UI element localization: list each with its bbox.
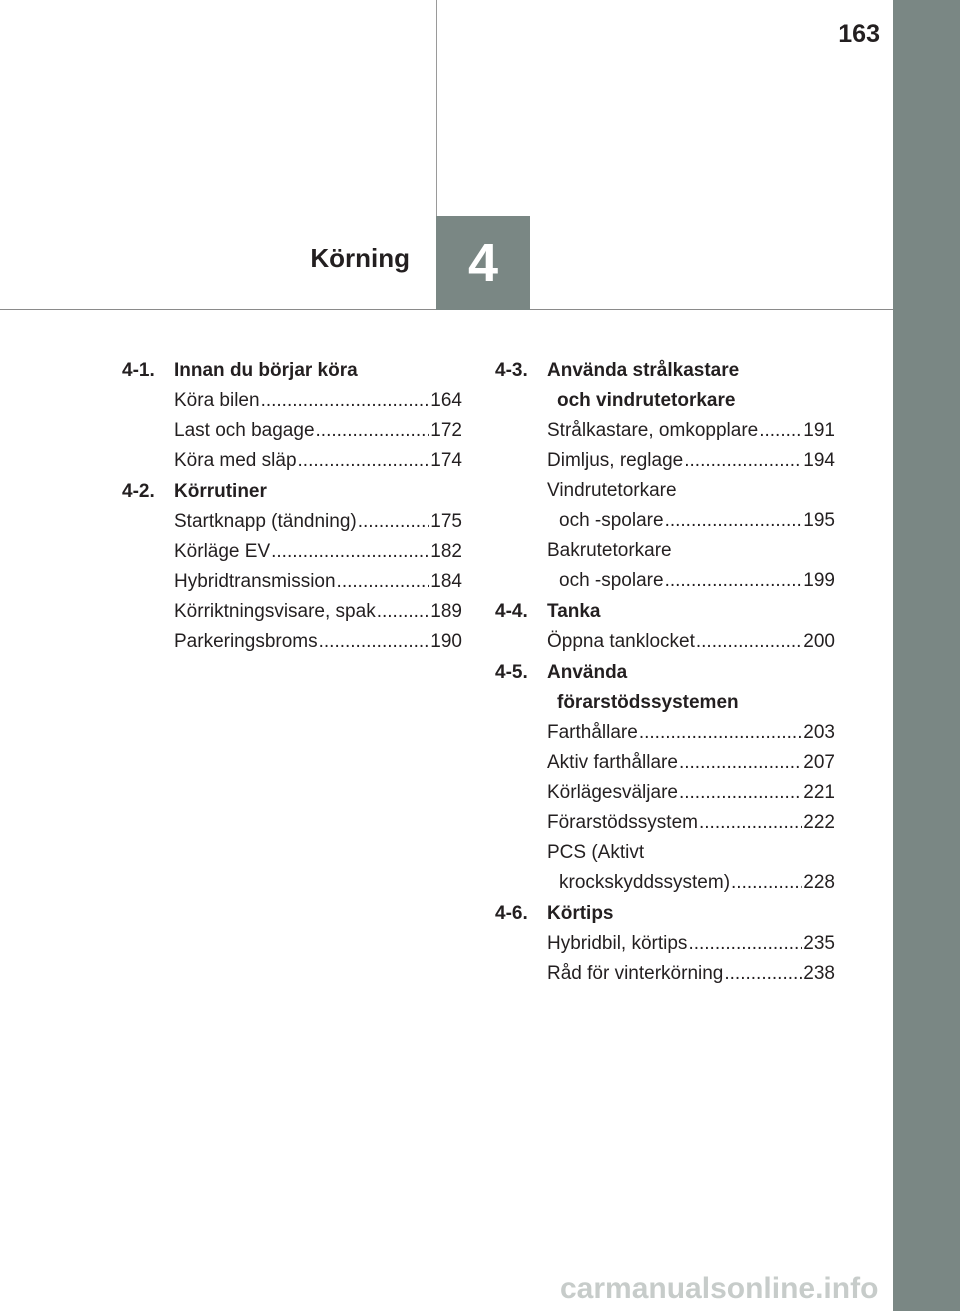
toc-section <box>122 477 462 657</box>
entry-page: 235 <box>803 933 835 954</box>
section-heading[interactable] <box>122 356 462 386</box>
toc-entry[interactable] <box>495 959 835 989</box>
toc-entry[interactable] <box>122 597 462 627</box>
entry-label: Hybridbil, körtips <box>547 933 688 954</box>
chapter-number-box: 4 <box>436 216 530 310</box>
toc-entry[interactable] <box>495 446 835 476</box>
entry-page: 175 <box>430 511 462 532</box>
section-title-line-2: och vindrutetorkare <box>557 390 736 411</box>
entry-page: 174 <box>430 450 462 471</box>
toc-entry[interactable] <box>122 416 462 446</box>
entry-label: Råd för vinterkörning <box>547 963 724 984</box>
dot-leader <box>316 416 430 446</box>
toc-entry[interactable] <box>122 537 462 567</box>
entry-label: Förarstödssystem <box>547 812 698 833</box>
toc-entry[interactable] <box>495 718 835 748</box>
section-number: 4-2. <box>122 481 155 502</box>
toc-entry[interactable] <box>495 808 835 838</box>
section-number: 4-6. <box>495 903 528 924</box>
entry-label: Vindrutetorkare <box>547 480 677 501</box>
section-title-line: Körrutiner <box>174 481 267 502</box>
section-title-line: Tanka <box>547 601 601 622</box>
section-number: 4-3. <box>495 360 528 381</box>
toc-entry[interactable] <box>495 778 835 808</box>
entry-page: 207 <box>803 752 835 773</box>
entry-page: 184 <box>430 571 462 592</box>
dot-leader <box>699 808 802 838</box>
entry-label-2: krockskyddssystem) <box>559 872 731 893</box>
entry-label-2: och -spolare <box>559 510 664 531</box>
section-title <box>174 356 462 386</box>
entry-page: 190 <box>430 631 462 652</box>
entry-label: Startknapp (tändning) <box>174 511 357 532</box>
entry-page: 189 <box>430 601 462 622</box>
entry-label: Öppna tanklocket <box>547 631 695 652</box>
section-title <box>547 356 835 416</box>
section-heading[interactable] <box>495 899 835 929</box>
toc-entry[interactable] <box>122 386 462 416</box>
entry-label: Last och bagage <box>174 420 315 441</box>
entry-page: 194 <box>803 450 835 471</box>
section-title <box>547 658 835 718</box>
dot-leader <box>679 778 802 808</box>
dot-leader <box>688 929 802 959</box>
section-title <box>547 597 835 627</box>
toc-entry[interactable] <box>495 838 835 898</box>
toc-section <box>495 597 835 657</box>
dot-leader <box>679 748 802 778</box>
dot-leader <box>696 627 802 657</box>
toc-entry[interactable] <box>122 627 462 657</box>
entry-label: Köra bilen <box>174 390 260 411</box>
section-number: 4-4. <box>495 601 528 622</box>
dot-leader <box>271 537 429 567</box>
section-heading[interactable] <box>495 658 835 718</box>
entry-page: 191 <box>803 420 835 441</box>
entry-label: Körriktningsvisare, spak <box>174 601 376 622</box>
section-title-line: Innan du börjar köra <box>174 360 358 381</box>
section-title <box>547 899 835 929</box>
entry-page: 200 <box>803 631 835 652</box>
toc-entry[interactable] <box>122 507 462 537</box>
section-heading[interactable] <box>495 597 835 627</box>
toc-entry[interactable] <box>122 446 462 476</box>
entry-page: 222 <box>803 812 835 833</box>
dot-leader <box>377 597 430 627</box>
entry-label: Körläge EV <box>174 541 271 562</box>
watermark: carmanualsonline.info <box>560 1272 879 1305</box>
dot-leader <box>759 416 802 446</box>
entry-page: 228 <box>803 872 835 893</box>
entry-page: 199 <box>803 570 835 591</box>
toc-entry[interactable] <box>495 929 835 959</box>
toc-section <box>495 899 835 989</box>
dot-leader <box>665 566 803 596</box>
toc-entry[interactable] <box>122 567 462 597</box>
entry-label: Körlägesväljare <box>547 782 678 803</box>
toc-section <box>495 658 835 898</box>
section-heading[interactable] <box>495 356 835 416</box>
entry-label-2: och -spolare <box>559 570 664 591</box>
toc-section <box>122 356 462 476</box>
section-title <box>174 477 462 507</box>
section-title-line: Använda <box>547 662 628 683</box>
toc-entry[interactable] <box>495 476 835 536</box>
toc-section <box>495 356 835 596</box>
section-title-line: Körtips <box>547 903 614 924</box>
entry-label: Hybridtransmission <box>174 571 336 592</box>
entry-page: 182 <box>430 541 462 562</box>
toc-left-column <box>122 356 462 658</box>
entry-page: 238 <box>803 963 835 984</box>
entry-label: Strålkastare, omkopplare <box>547 420 759 441</box>
page-number: 163 <box>838 20 880 48</box>
dot-leader <box>261 386 430 416</box>
entry-label: Aktiv farthållare <box>547 752 678 773</box>
toc-entry[interactable] <box>495 748 835 778</box>
entry-page: 172 <box>430 420 462 441</box>
toc-entry[interactable] <box>495 627 835 657</box>
section-heading[interactable] <box>122 477 462 507</box>
dot-leader <box>319 627 430 657</box>
dot-leader <box>731 868 802 898</box>
toc-entry[interactable] <box>495 536 835 596</box>
dot-leader <box>724 959 802 989</box>
toc-right-column <box>495 356 835 990</box>
chapter-title: Körning <box>310 243 410 273</box>
entry-label: PCS (Aktivt <box>547 842 645 863</box>
entry-page: 195 <box>803 510 835 531</box>
entry-label: Parkeringsbroms <box>174 631 318 652</box>
dot-leader <box>358 507 430 537</box>
section-title-line: Använda strålkastare <box>547 360 740 381</box>
section-number: 4-5. <box>495 662 528 683</box>
section-number: 4-1. <box>122 360 155 381</box>
dot-leader <box>639 718 802 748</box>
entry-page: 221 <box>803 782 835 803</box>
dot-leader <box>337 567 430 597</box>
entry-label-row-2 <box>547 566 835 596</box>
chapter-side-tab <box>893 0 960 1311</box>
section-title-line-2: förarstödssystemen <box>557 692 739 713</box>
dot-leader <box>684 446 802 476</box>
dot-leader <box>298 446 430 476</box>
entry-label-row-2 <box>547 506 835 536</box>
toc-entry[interactable] <box>495 416 835 446</box>
entry-page: 164 <box>430 390 462 411</box>
dot-leader <box>665 506 803 536</box>
header-vertical-rule <box>436 0 437 216</box>
entry-label: Köra med släp <box>174 450 297 471</box>
entry-label: Dimljus, reglage <box>547 450 684 471</box>
entry-page: 203 <box>803 722 835 743</box>
entry-label-row-2 <box>547 868 835 898</box>
entry-label: Farthållare <box>547 722 638 743</box>
entry-label: Bakrutetorkare <box>547 540 672 561</box>
